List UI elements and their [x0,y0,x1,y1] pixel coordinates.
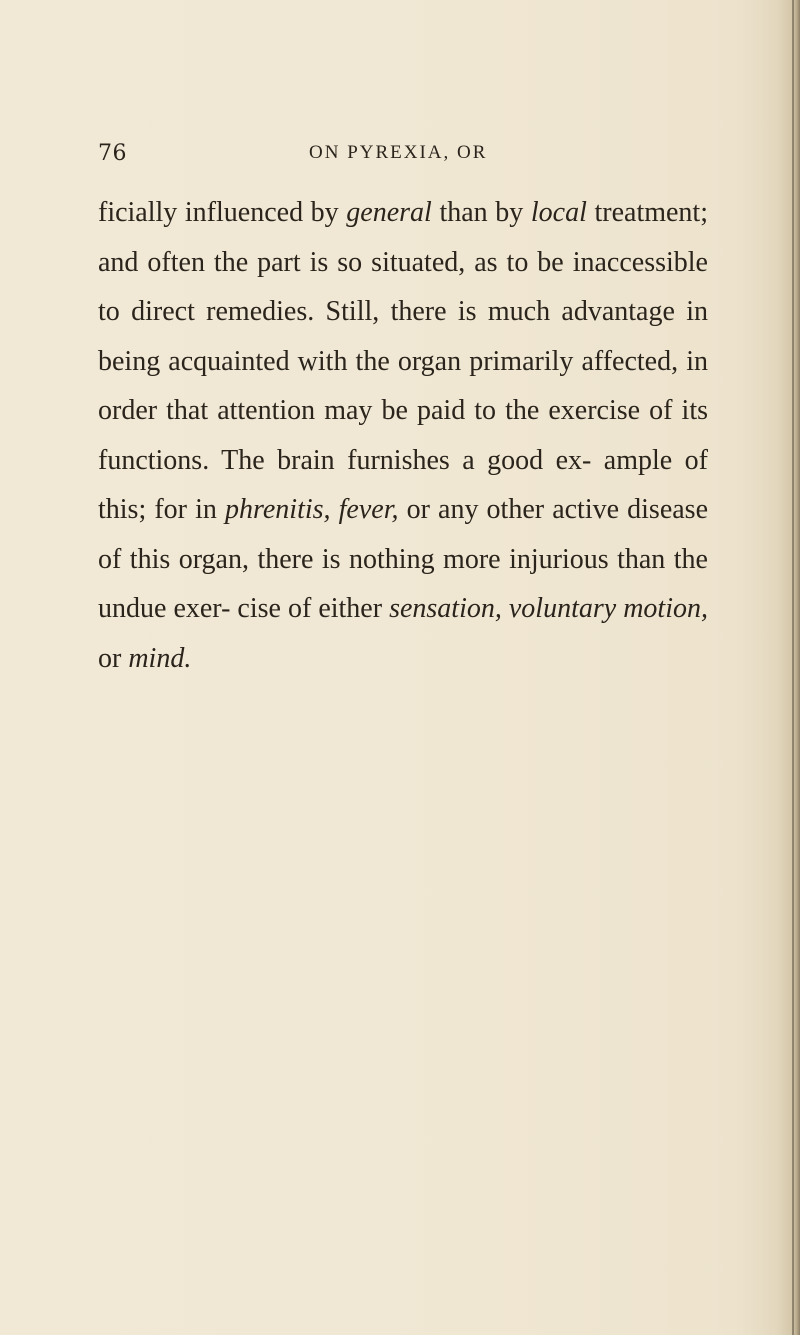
paragraph [98,188,708,683]
text-segment: ficially influenced by [98,197,347,228]
italic-term: general [346,197,432,228]
running-head: ON PYREXIA, OR [309,142,488,163]
text-segment: than by [431,197,531,228]
italic-term: mind. [128,642,192,674]
italic-term: phrenitis, fever, [225,494,399,525]
text-segment: or any other active disease of this organ, there is nothing more injurious than the undue exer- cise of either [98,494,709,624]
text-segment: treatment; and often the part is so situated, as to be inaccessible to direct remedies. Still, there is much advantage in being acquainted with the organ primarily affected, in order that attention may be paid to the exercise of its functions. The brain furnishes a good ex- ample of this; for in [98,197,708,525]
page-edge-shadow [792,0,794,1335]
text-segment: or [98,642,129,674]
page-header [98,141,718,171]
body-text [98,188,708,683]
italic-term: local [530,197,587,228]
italic-term: sensation, voluntary motion, [389,593,708,624]
page-number: 76 [98,141,127,166]
